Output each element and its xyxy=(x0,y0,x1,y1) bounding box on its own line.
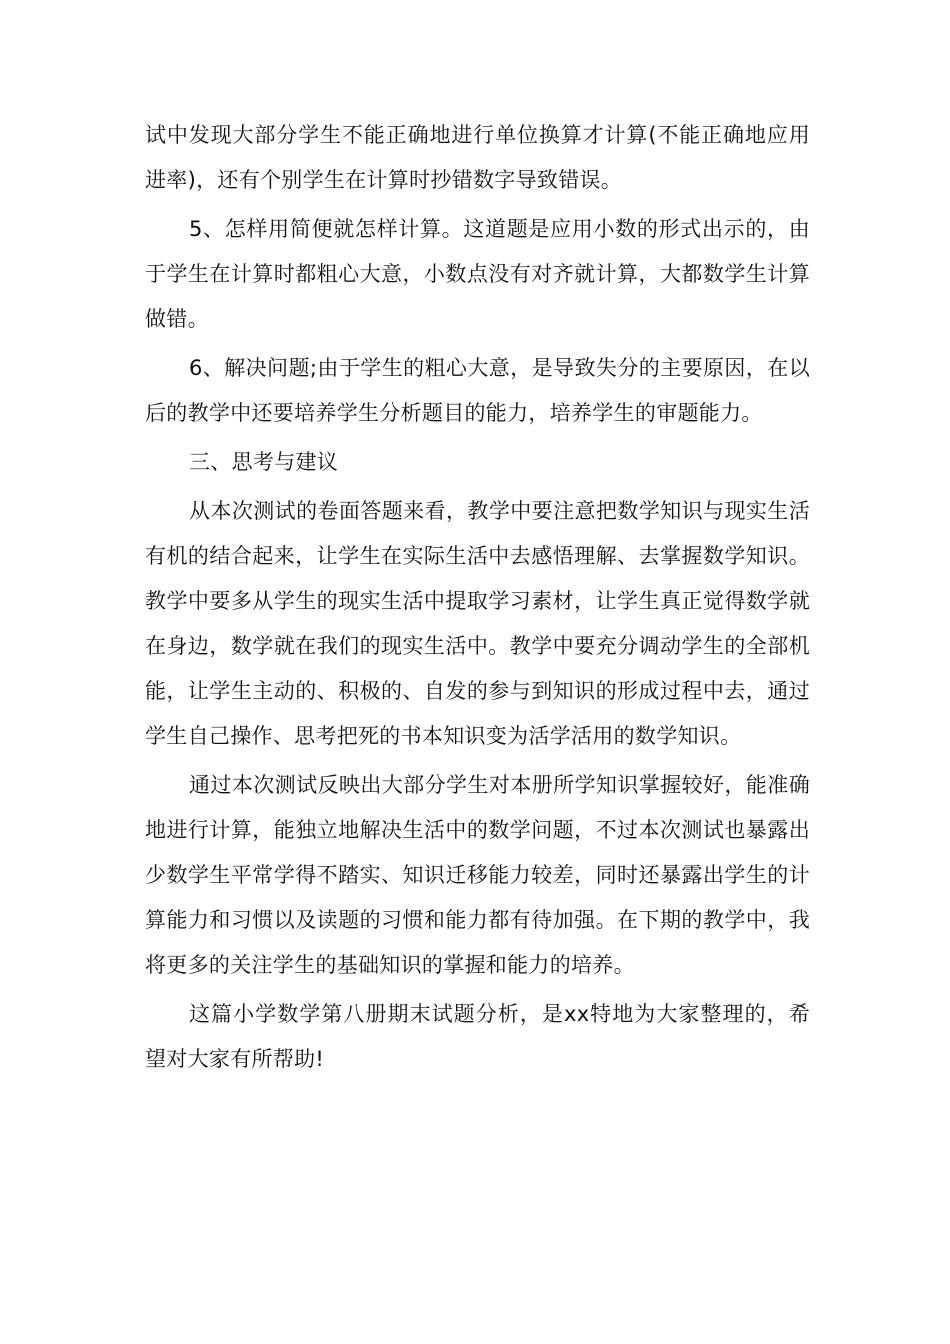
paragraph-item-6: 6、解决问题;由于学生的粗心大意，是导致失分的主要原因，在以后的教学中还要培养学生分析题目的能力，培养学生的审题能力。 xyxy=(145,356,810,425)
paragraph-closing: 这篇小学数学第八册期末试题分析，是xx特地为大家整理的，希望对大家有所帮助! xyxy=(145,1002,810,1071)
document-body xyxy=(145,113,810,1086)
paragraph-summary: 通过本次测试反映出大部分学生对本册所学知识掌握较好，能准确地进行计算，能独立地解决生活中的数学问题，不过本次测试也暴露出少数学生平常学得不踏实、知识迁移能力较差，同时还暴露出学生的计算能力和习惯以及读题的习惯和能力都有待加强。在下期的教学中，我将更多的关注学生的基础知识的掌握和能力的培养。 xyxy=(145,773,810,977)
paragraph-reflection: 从本次测试的卷面答题来看，教学中要注意把数学知识与现实生活有机的结合起来，让学生在实际生活中去感悟理解、去掌握数学知识。教学中要多从学生的现实生活中提取学习素材，让学生真正觉得数学就在身边，数学就在我们的现实生活中。教学中要充分调动学生的全部机能，让学生主动的、积极的、自发的参与到知识的形成过程中去，通过学生自己操作、思考把死的书本知识变为活学活用的数学知识。 xyxy=(145,499,810,748)
section-heading: 三、思考与建议 xyxy=(189,450,339,474)
paragraph-item-5: 5、怎样用简便就怎样计算。这道题是应用小数的形式出示的，由于学生在计算时都粗心大意，小数点没有对齐就计算，大都数学生计算做错。 xyxy=(145,217,810,331)
paragraph-continuation: 试中发现大部分学生不能正确地进行单位换算才计算(不能正确地应用进率)，还有个别学生在计算时抄错数字导致错误。 xyxy=(145,123,810,192)
